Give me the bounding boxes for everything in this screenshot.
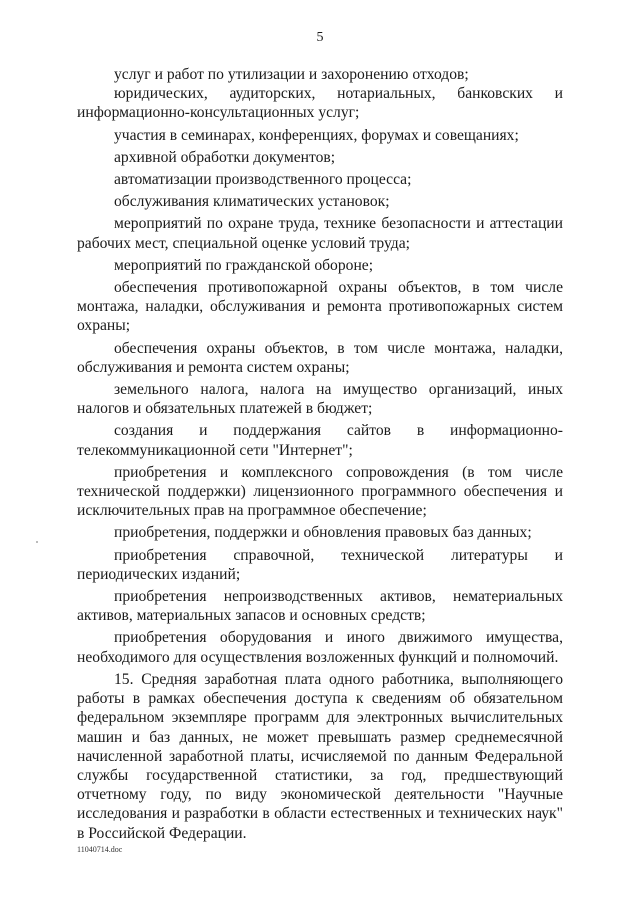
paragraph-legal-services: юридических, аудиторских, нотариальных, банковских и информационно-консультационных услуг;: [77, 85, 563, 122]
paragraph-automation: автоматизации производственного процесса;: [114, 171, 412, 189]
paragraph-fire-protection: обеспечения противопожарной охраны объектов, в том числе монтажа, наладки, обслуживания и ремонта противопожарных систем охраны;: [77, 279, 563, 335]
scan-mark: [36, 541, 38, 543]
paragraph-archive: архивной обработки документов;: [114, 148, 336, 166]
paragraph-taxes: земельного налога, налога на имущество организаций, иных налогов и обязательных платежей в бюджет;: [77, 381, 563, 418]
paragraph-climate: обслуживания климатических установок;: [114, 193, 390, 211]
footer-file-name: 11040714.doc: [77, 845, 123, 854]
document-body: [77, 65, 563, 843]
paragraph-object-security: обеспечения охраны объектов, в том числе монтажа, наладки, обслуживания и ремонта систем охраны;: [77, 339, 563, 376]
page-number: 5: [316, 30, 324, 45]
paragraph-assets: приобретения непроизводственных активов, нематериальных активов, материальных запасов и основных средств;: [77, 588, 563, 625]
paragraph-literature: приобретения справочной, технической литературы и периодических изданий;: [77, 546, 563, 583]
paragraph-legal-databases: приобретения, поддержки и обновления правовых баз данных;: [114, 524, 532, 542]
paragraph-civil-defense: мероприятий по гражданской обороне;: [114, 256, 374, 274]
paragraph-software: приобретения и комплексного сопровождения (в том числе технической поддержки) лицензионного программного обеспечения и исключительных прав на программное обеспечение;: [77, 463, 563, 520]
paragraph-equipment: приобретения оборудования и иного движимого имущества, необходимого для осуществления возложенных функций и полномочий.: [77, 629, 563, 666]
paragraph-seminars: участия в семинарах, конференциях, форумах и совещаниях;: [114, 126, 519, 144]
paragraph-labor-safety: мероприятий по охране труда, технике безопасности и аттестации рабочих мест, специальной оценке условий труда;: [77, 215, 563, 252]
paragraph-websites: создания и поддержания сайтов в информационно-телекоммуникационной сети "Интернет";: [77, 422, 563, 459]
paragraph-waste-disposal: услуг и работ по утилизации и захоронению отходов;: [114, 66, 469, 83]
paragraph-average-salary: 15. Средняя заработная плата одного работника, выполняющего работы в рамках обеспечения доступа к сведениям об обязательном федеральном экземпляре программ для электронных вычислительных машин и баз данных, не может превышать размер среднемесячной начисленной заработной платы, исчисляемой по данным Федеральной службы государственной статистики, за год, предшествующий отчетному году, по виду экономической деятельности "Научные исследования и разработки в области естественных и технических наук" в Российской Федерации.: [77, 670, 563, 842]
